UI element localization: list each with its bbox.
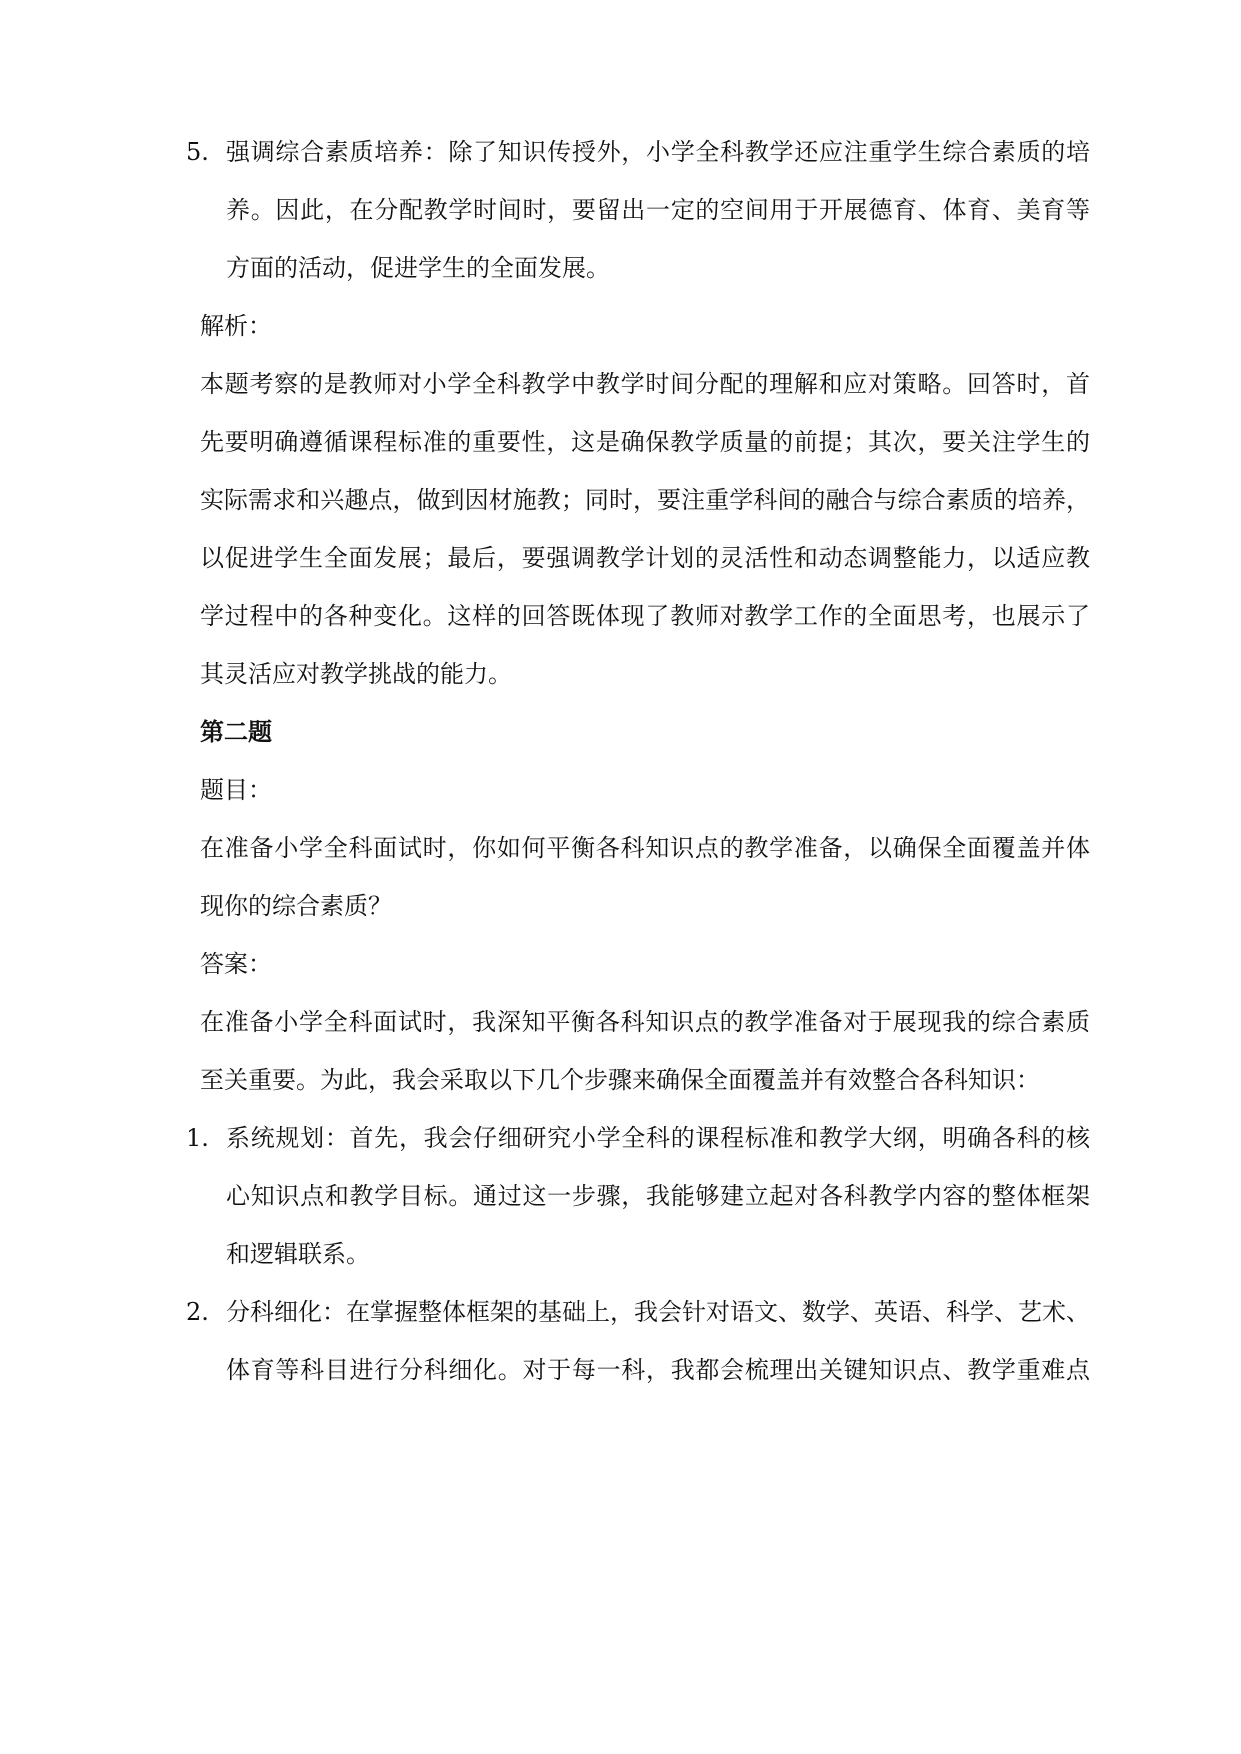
analysis-label: 解析： (200, 312, 272, 340)
paragraph-line: 在准备小学全科面试时，你如何平衡各科知识点的教学准备，以确保全面覆盖并体 (200, 834, 1090, 862)
list-item-line: 系统规划：首先，我会仔细研究小学全科的课程标准和教学大纲，明确各科的核 (226, 1124, 1090, 1152)
paragraph-line: 在准备小学全科面试时，我深知平衡各科知识点的教学准备对于展现我的综合素质 (200, 1008, 1090, 1036)
list-item-line: 强调综合素质培养：除了知识传授外，小学全科教学还应注重学生综合素质的培 (226, 138, 1090, 166)
list-item-line: 体育等科目进行分科细化。对于每一科，我都会梳理出关键知识点、教学重难点 (226, 1356, 1090, 1384)
paragraph-line: 本题考察的是教师对小学全科教学中教学时间分配的理解和应对策略。回答时，首 (200, 370, 1090, 398)
paragraph-line: 先要明确遵循课程标准的重要性，这是确保教学质量的前提；其次，要关注学生的 (200, 428, 1090, 456)
paragraph-line: 至关重要。为此，我会采取以下几个步骤来确保全面覆盖并有效整合各科知识： (200, 1066, 1040, 1094)
paragraph-line: 现你的综合素质？ (200, 892, 392, 920)
list-item-line: 心知识点和教学目标。通过这一步骤，我能够建立起对各科教学内容的整体框架 (226, 1182, 1090, 1210)
section-title: 第二题 (200, 718, 272, 746)
list-number: 1. (186, 1124, 209, 1152)
paragraph-line: 学过程中的各种变化。这样的回答既体现了教师对教学工作的全面思考，也展示了 (200, 602, 1090, 630)
paragraph-line: 其灵活应对教学挑战的能力。 (200, 660, 512, 688)
answer-label: 答案： (200, 950, 272, 978)
paragraph-line: 实际需求和兴趣点，做到因材施教；同时，要注重学科间的融合与综合素质的培养， (200, 486, 1090, 514)
list-item-line: 分科细化：在掌握整体框架的基础上，我会针对语文、数学、英语、科学、艺术、 (226, 1298, 1090, 1326)
list-item-line: 方面的活动，促进学生的全面发展。 (226, 254, 610, 282)
list-item-line: 和逻辑联系。 (226, 1240, 370, 1268)
list-number: 2. (186, 1298, 209, 1326)
question-label: 题目： (200, 776, 272, 804)
list-item-line: 养。因此，在分配教学时间时，要留出一定的空间用于开展德育、体育、美育等 (226, 196, 1090, 224)
paragraph-line: 以促进学生全面发展；最后，要强调教学计划的灵活性和动态调整能力，以适应教 (200, 544, 1090, 572)
list-number: 5. (186, 138, 209, 166)
